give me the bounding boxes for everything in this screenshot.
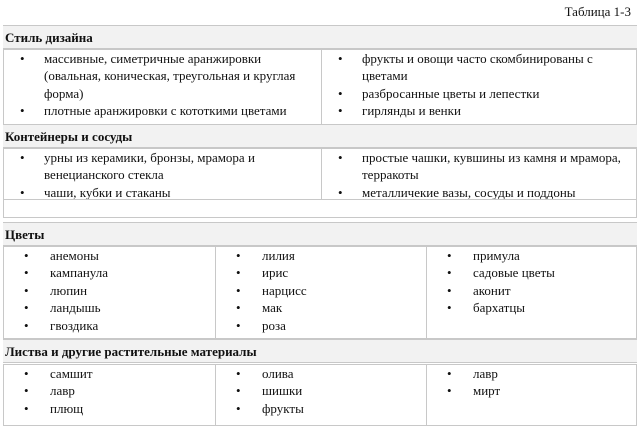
list-item: • ландышь bbox=[4, 299, 215, 316]
list-item: • лавр bbox=[4, 382, 215, 399]
list-item: • аконит bbox=[427, 282, 636, 299]
bullet-list bbox=[427, 247, 636, 317]
table-caption: Таблица 1-3 bbox=[564, 4, 631, 19]
list-item: • кампанула bbox=[4, 264, 215, 281]
list-item: • бархатцы bbox=[427, 299, 636, 316]
list-item: • мирт bbox=[427, 382, 636, 399]
list-item: • простые чашки, кувшины из камня и мрамора, терракоты bbox=[322, 149, 636, 184]
bullet-list bbox=[322, 50, 636, 120]
table-column bbox=[4, 365, 215, 425]
list-item: • анемоны bbox=[4, 247, 215, 264]
section-header-design-style: Стиль дизайна bbox=[3, 25, 637, 49]
section-header-containers: Контейнеры и сосуды bbox=[3, 124, 637, 148]
list-item: • лилия bbox=[216, 247, 426, 264]
list-item: • шишки bbox=[216, 382, 426, 399]
table-column bbox=[4, 50, 321, 125]
section-table-containers bbox=[3, 148, 637, 218]
bullet-list bbox=[4, 247, 215, 334]
table-column bbox=[426, 365, 636, 425]
list-item: • примула bbox=[427, 247, 636, 264]
table-column bbox=[215, 365, 426, 425]
list-item: • разбросанные цветы и лепестки bbox=[322, 85, 636, 102]
list-item: • гирлянды и венки bbox=[322, 102, 636, 119]
list-item: • плотные аранжировки с кототкими цветами bbox=[4, 102, 321, 119]
list-item: • лавр bbox=[427, 365, 636, 382]
table-column bbox=[4, 149, 321, 200]
section-table-foliage bbox=[3, 364, 637, 426]
list-item: • люпин bbox=[4, 282, 215, 299]
bullet-list bbox=[322, 149, 636, 201]
bullet-list bbox=[4, 365, 215, 417]
list-item: • самшит bbox=[4, 365, 215, 382]
empty-row bbox=[4, 199, 636, 217]
section-table-design-style bbox=[3, 49, 637, 126]
list-item: • металличекие вазы, сосуды и поддоны bbox=[322, 184, 636, 201]
list-item: • чаши, кубки и стаканы bbox=[4, 184, 321, 201]
bullet-list bbox=[4, 50, 321, 120]
list-item: • ирис bbox=[216, 264, 426, 281]
document-page bbox=[3, 0, 637, 423]
bullet-list bbox=[216, 365, 426, 417]
list-item: • нарцисс bbox=[216, 282, 426, 299]
list-item: • гвоздика bbox=[4, 317, 215, 334]
list-item: • фрукты bbox=[216, 400, 426, 417]
list-item: • массивные, симетричные аранжировки (овальная, коническая, треугольная и круглая форма) bbox=[4, 50, 321, 102]
list-item: • олива bbox=[216, 365, 426, 382]
section-header-foliage: Листва и другие растительные материалы bbox=[3, 339, 637, 363]
table-column bbox=[426, 247, 636, 338]
table-column bbox=[321, 50, 636, 125]
list-item: • урны из керамики, бронзы, мрамора и венецианского стекла bbox=[4, 149, 321, 184]
list-item: • плющ bbox=[4, 400, 215, 417]
list-item: • садовые цветы bbox=[427, 264, 636, 281]
bullet-list bbox=[4, 149, 321, 201]
list-item: • роза bbox=[216, 317, 426, 334]
bullet-list bbox=[216, 247, 426, 334]
table-column bbox=[4, 247, 215, 338]
list-item: • фрукты и овощи часто скомбинированы с цветами bbox=[322, 50, 636, 85]
table-column bbox=[321, 149, 636, 200]
bullet-list bbox=[427, 365, 636, 400]
list-item: • мак bbox=[216, 299, 426, 316]
section-table-flowers bbox=[3, 246, 637, 339]
section-header-flowers: Цветы bbox=[3, 222, 637, 246]
table-column bbox=[215, 247, 426, 338]
